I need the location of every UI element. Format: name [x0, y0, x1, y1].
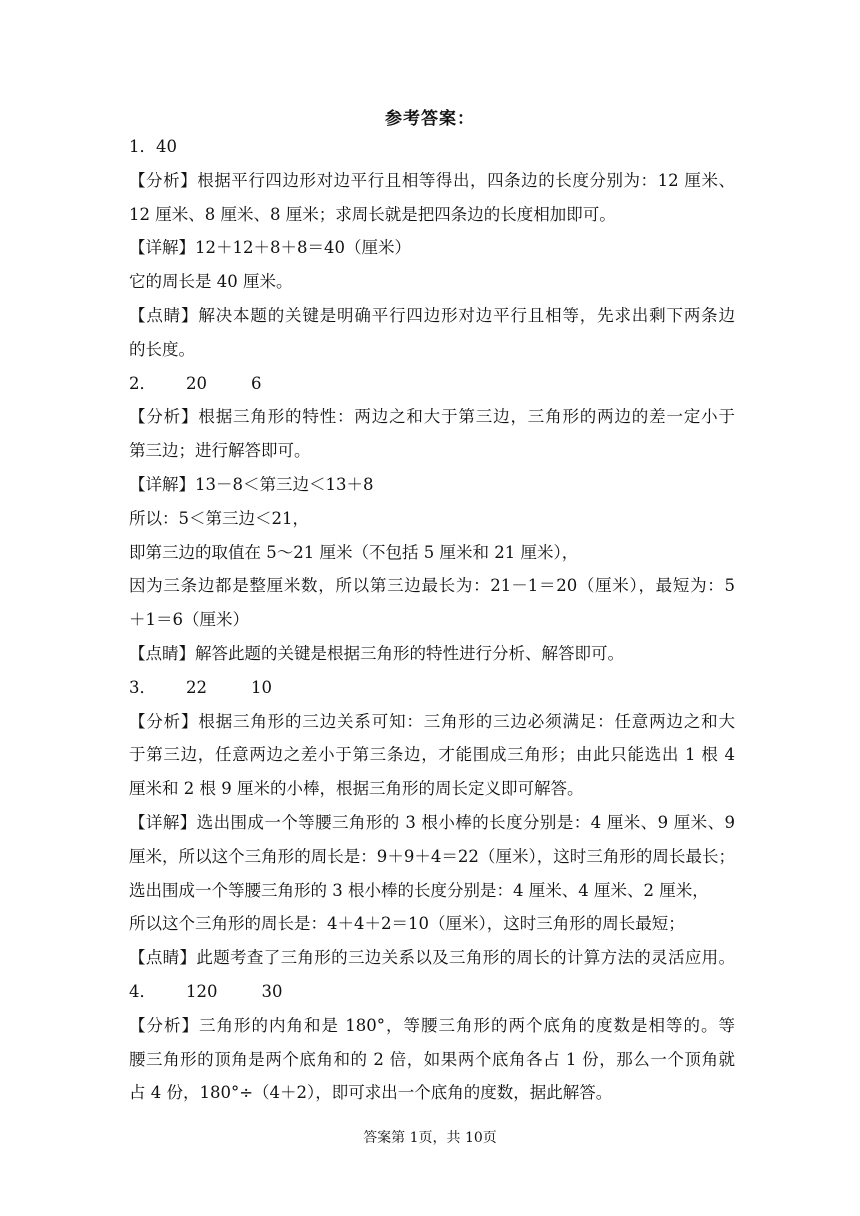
q3-point-line-1: 【点睛】此题考查了三角形的三边关系以及三角形的周长的计算方法的灵活应用。 — [129, 948, 735, 968]
q2-analysis-line-1: 【分析】根据三角形的特性：两边之和大于第三边，三角形的两边的差一定小于 — [129, 407, 735, 427]
q3-analysis-line-2: 于第三边，任意两边之差小于第三条边，才能围成三角形；由此只能选出 1 根 4 — [129, 745, 735, 765]
q2-detail-line-1: 【详解】13－8＜第三边＜13＋8 — [129, 474, 374, 494]
q4-number: 4． — [129, 981, 156, 1001]
q3-detail-line-1: 【详解】选出围成一个等腰三角形的 3 根小棒的长度分别是：4 厘米、9 厘米、9 — [129, 812, 735, 832]
q1-analysis-line-2: 12 厘米、8 厘米、8 厘米；求周长就是把四条边的长度相加即可。 — [129, 204, 616, 224]
q1-detail-line-1: 【详解】12＋12＋8＋8＝40（厘米） — [129, 238, 411, 258]
q2-detail-line-5: ＋1＝6（厘米） — [129, 610, 249, 630]
q3-detail-line-2: 厘米，所以这个三角形的周长是：9＋9＋4＝22（厘米），这时三角形的周长最长； — [129, 846, 735, 866]
q3-analysis-line-3: 厘米和 2 根 9 厘米的小棒，根据三角形的周长定义即可解答。 — [129, 779, 584, 799]
q3-detail-line-3: 选出围成一个等腰三角形的 3 根小棒的长度分别是：4 厘米、4 厘米、2 厘米， — [129, 880, 709, 900]
q2-analysis-line-2: 第三边；进行解答即可。 — [129, 441, 311, 461]
q1-number: 1． — [129, 137, 156, 156]
q1-detail-line-2: 它的周长是 40 厘米。 — [129, 272, 293, 292]
page-title: 参考答案： — [385, 109, 475, 129]
q4-analysis-line-3: 占 4 份，180°÷（4＋2），即可求出一个底角的度数，据此解答。 — [129, 1083, 613, 1103]
q2-answer-2: 6 — [251, 373, 262, 393]
q4-answer-line — [129, 975, 735, 1009]
q3-analysis-line-1: 【分析】根据三角形的三边关系可知：三角形的三边必须满足：任意两边之和大 — [129, 711, 735, 731]
q2-answer-line — [129, 367, 735, 401]
q2-number: 2． — [129, 373, 156, 393]
q2-point-line-1: 【点睛】解答此题的关键是根据三角形的特性进行分析、解答即可。 — [129, 643, 624, 663]
q2-answer-1: 20 — [186, 373, 207, 393]
q3-detail-line-4: 所以这个三角形的周长是：4＋4＋2＝10（厘米），这时三角形的周长最短； — [129, 914, 685, 934]
q2-detail-line-3: 即第三边的取值在 5～21 厘米（不包括 5 厘米和 21 厘米）， — [129, 542, 579, 562]
q1-answer-line — [129, 130, 735, 164]
q3-answer-2: 10 — [251, 677, 272, 697]
q4-analysis-line-2: 腰三角形的顶角是两个底角和的 2 倍，如果两个底角各占 1 份，那么一个顶角就 — [129, 1049, 735, 1069]
q2-detail-line-4: 因为三条边都是整厘米数，所以第三边最长为：21－1＝20（厘米），最短为：5 — [129, 576, 735, 596]
q1-answer: 40 — [156, 137, 177, 156]
q3-answer-1: 22 — [186, 677, 207, 697]
q4-answer-2: 30 — [261, 981, 283, 1001]
q3-answer-line — [129, 671, 735, 705]
page-footer: 答案第 1页，共 10页 — [363, 1130, 497, 1146]
q2-detail-line-2: 所以：5＜第三边＜21， — [129, 508, 309, 528]
q1-point-line-1: 【点睛】解决本题的关键是明确平行四边形对边平行且相等，先求出剩下两条边 — [129, 305, 735, 325]
q1-point-line-2: 的长度。 — [129, 339, 195, 359]
q1-analysis-line-1: 【分析】根据平行四边形对边平行且相等得出，四条边的长度分别为：12 厘米、 — [129, 170, 735, 190]
answer-body — [129, 130, 735, 1110]
q4-answer-1: 120 — [186, 981, 218, 1001]
q4-analysis-line-1: 【分析】三角形的内角和是 180°，等腰三角形的两个底角的度数是相等的。等 — [129, 1015, 735, 1035]
q3-number: 3． — [129, 677, 156, 697]
